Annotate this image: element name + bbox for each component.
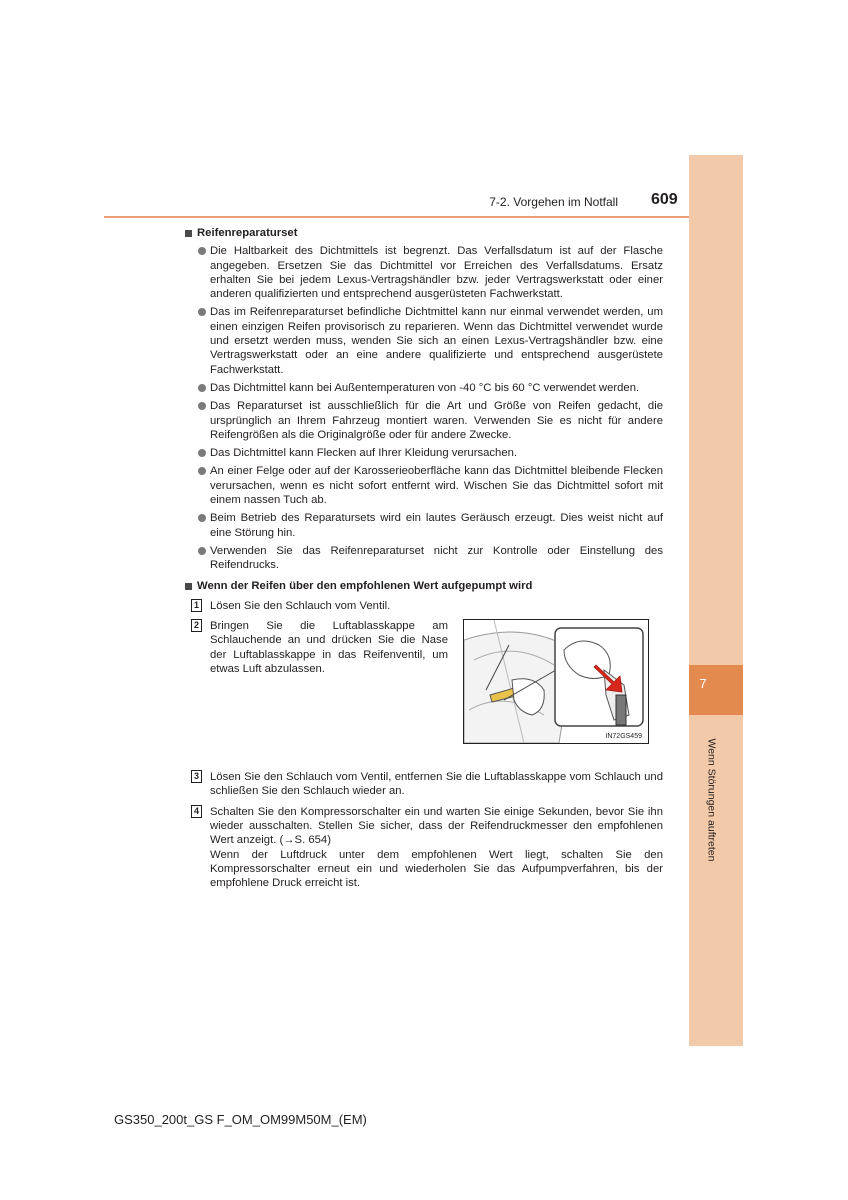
page-content xyxy=(185,226,663,897)
list-item: Beim Betrieb des Reparatursets wird ein lautes Geräusch erzeugt. Dies weist nicht auf eine Störung hin. xyxy=(185,511,663,540)
list-item: Das Dichtmittel kann bei Außentemperaturen von -40 °C bis 60 °C verwendet werden. xyxy=(185,381,663,395)
page-number: 609 xyxy=(651,191,678,208)
step-item: 3 Lösen Sie den Schlauch vom Ventil, entfernen Sie die Luftablasskappe vom Schlauch und schließen Sie den Schlauch wieder an. xyxy=(185,770,663,799)
bullet-dot-icon xyxy=(198,467,206,475)
bullet-dot-icon xyxy=(198,449,206,457)
step-item: 1 Lösen Sie den Schlauch vom Ventil. xyxy=(185,599,663,613)
list-item: Das im Reifenreparaturset befindliche Dichtmittel kann nur einmal verwendet werden, um einen einzigen Reifen provisorisch zu reparieren. Wenn das Dichtmittel verwendet wurde und ersetzt werden muss, wenden Sie sich an einen Lexus-Vertragshändler bzw. eine Vertragswerkstatt oder an eine andere qualifizierte und entsprechend ausgerüstete Fachwerkstatt. xyxy=(185,305,663,376)
list-item: Verwenden Sie das Reifenreparaturset nicht zur Kontrolle oder Einstellung des Reifendrucks. xyxy=(185,544,663,573)
bullet-dot-icon xyxy=(198,308,206,316)
step-number: 1 xyxy=(191,599,202,612)
bullet-dot-icon xyxy=(198,384,206,392)
step-number: 4 xyxy=(191,805,202,818)
square-bullet-icon xyxy=(185,230,192,237)
step-item: 2 Bringen Sie die Luftablasskappe am Schlauchende an und drücken Sie die Nase der Luftablasskappe in das Reifenventil, um etwas Luft abzulassen. xyxy=(185,619,663,764)
figure-code: IN72GS459 xyxy=(605,733,642,740)
section-heading: Reifenreparaturset xyxy=(185,226,663,240)
tire-valve-drawing xyxy=(464,620,648,743)
step-item: 4 Schalten Sie den Kompressorschalter ein und warten Sie einige Sekunden, bevor Sie ihn wieder ausschalten. Stellen Sie sicher, dass der Reifendruckmesser den empfohlenen Wert anzeigt. (→S. 654) Wenn der Luftdruck unter dem empfohlenen Wert liegt, schalten Sie den Kompressorschalter erneut ein und wiederholen Sie das Aufpumpverfahren, bis der empfohlene Druck erreicht ist. xyxy=(185,805,663,891)
header-section-title: 7-2. Vorgehen im Notfall xyxy=(489,195,618,209)
list-item: Das Dichtmittel kann Flecken auf Ihrer Kleidung verursachen. xyxy=(185,446,663,460)
section-heading: Wenn der Reifen über den empfohlenen Wert aufgepumpt wird xyxy=(185,579,663,593)
list-item: An einer Felge oder auf der Karosserieoberfläche kann das Dichtmittel bleibende Flecken verursachen, wenn es nicht sofort entfernt wird. Wischen Sie das Dichtmittel sofort mit einem nassen Tuch ab. xyxy=(185,464,663,507)
header-divider xyxy=(104,216,689,218)
document-code: GS350_200t_GS F_OM_OM99M50M_(EM) xyxy=(114,1112,367,1127)
valve-illustration xyxy=(463,619,649,744)
step-number: 3 xyxy=(191,770,202,783)
bullet-dot-icon xyxy=(198,247,206,255)
chapter-tab-strip xyxy=(689,155,743,1046)
bullet-dot-icon xyxy=(198,514,206,522)
list-item: Die Haltbarkeit des Dichtmittels ist begrenzt. Das Verfallsdatum ist auf der Flasche angegeben. Ersetzen Sie das Dichtmittel vor Erreichen des Verfallsdatums. Ersatz erhalten Sie bei jedem Lexus-Vertragshändler bzw. jeder Vertragswerkstatt oder einer anderen qualifizierten und entsprechend ausgerüsteten Fachwerkstatt. xyxy=(185,244,663,301)
step-number: 2 xyxy=(191,619,202,632)
bullet-dot-icon xyxy=(198,547,206,555)
chapter-number: 7 xyxy=(699,676,707,691)
list-item: Das Reparaturset ist ausschließlich für die Art und Größe von Reifen gedacht, die ursprünglich an Ihrem Fahrzeug montiert waren. Verwenden Sie es nicht für andere Reifengrößen als die Originalgröße oder für andere Zwecke. xyxy=(185,399,663,442)
chapter-title: Wenn Störungen auftreten xyxy=(705,738,718,862)
square-bullet-icon xyxy=(185,583,192,590)
bullet-dot-icon xyxy=(198,402,206,410)
